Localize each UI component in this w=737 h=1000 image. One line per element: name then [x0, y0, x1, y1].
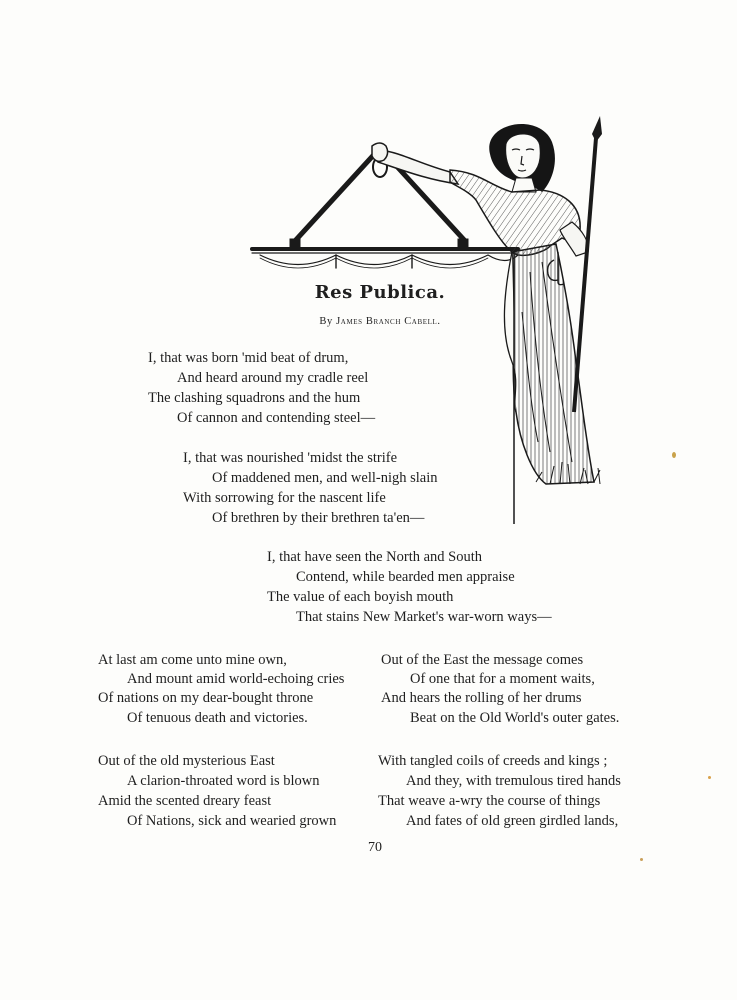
poem-line: Out of the East the message comes [381, 652, 584, 668]
poem-line: At last am come unto mine own, [98, 652, 287, 668]
poem-line: Of brethren by their brethren ta'en— [212, 510, 425, 526]
poem-title: Res Publica. [314, 282, 446, 303]
poem-line: Contend, while bearded men appraise [296, 569, 515, 585]
poem-line: That weave a-wry the course of things [378, 793, 601, 809]
poem-line: Amid the scented dreary feast [98, 793, 272, 809]
poem-line: A clarion-throated word is blown [127, 773, 320, 789]
poem-line: And hears the rolling of her drums [381, 690, 582, 706]
poem-line: And they, with tremulous tired hands [406, 773, 621, 789]
poem-line: And heard around my cradle reel [177, 370, 369, 386]
poem-line: Of cannon and contending steel— [177, 410, 376, 426]
poem-line: That stains New Market's war-worn ways— [296, 609, 552, 625]
poem-line: And mount amid world-echoing cries [127, 671, 345, 687]
byline-author: James Branch Cabell. [336, 316, 441, 327]
poem-line: Of nations on my dear-bought throne [98, 690, 314, 706]
poem-line: Out of the old mysterious East [98, 753, 275, 769]
poem-line: And fates of old green girdled lands, [406, 813, 619, 829]
poem-line: Of one that for a moment waits, [410, 671, 595, 687]
poem-line: Of Nations, sick and wearied grown [127, 813, 337, 829]
byline-prefix: By [319, 316, 333, 327]
page-number: 70 [368, 840, 382, 855]
paper-speck [672, 452, 676, 458]
poem-line: The clashing squadrons and the hum [148, 390, 361, 406]
poem-line: I, that have seen the North and South [267, 549, 483, 565]
poem-line: I, that was born 'mid beat of drum, [148, 350, 349, 366]
poem-line: Of tenuous death and victories. [127, 710, 308, 726]
poem-line: With sorrowing for the nascent life [183, 490, 386, 506]
paper-speck [708, 776, 711, 779]
poem-line: With tangled coils of creeds and kings ; [378, 753, 608, 769]
poem-line: I, that was nourished 'midst the strife [183, 450, 398, 466]
poem-line: Of maddened men, and well-nigh slain [212, 470, 438, 486]
poem-byline [250, 316, 510, 327]
poem-line: The value of each boyish mouth [267, 589, 454, 605]
poem-line: Beat on the Old World's outer gates. [410, 710, 620, 726]
paper-speck [640, 858, 643, 861]
